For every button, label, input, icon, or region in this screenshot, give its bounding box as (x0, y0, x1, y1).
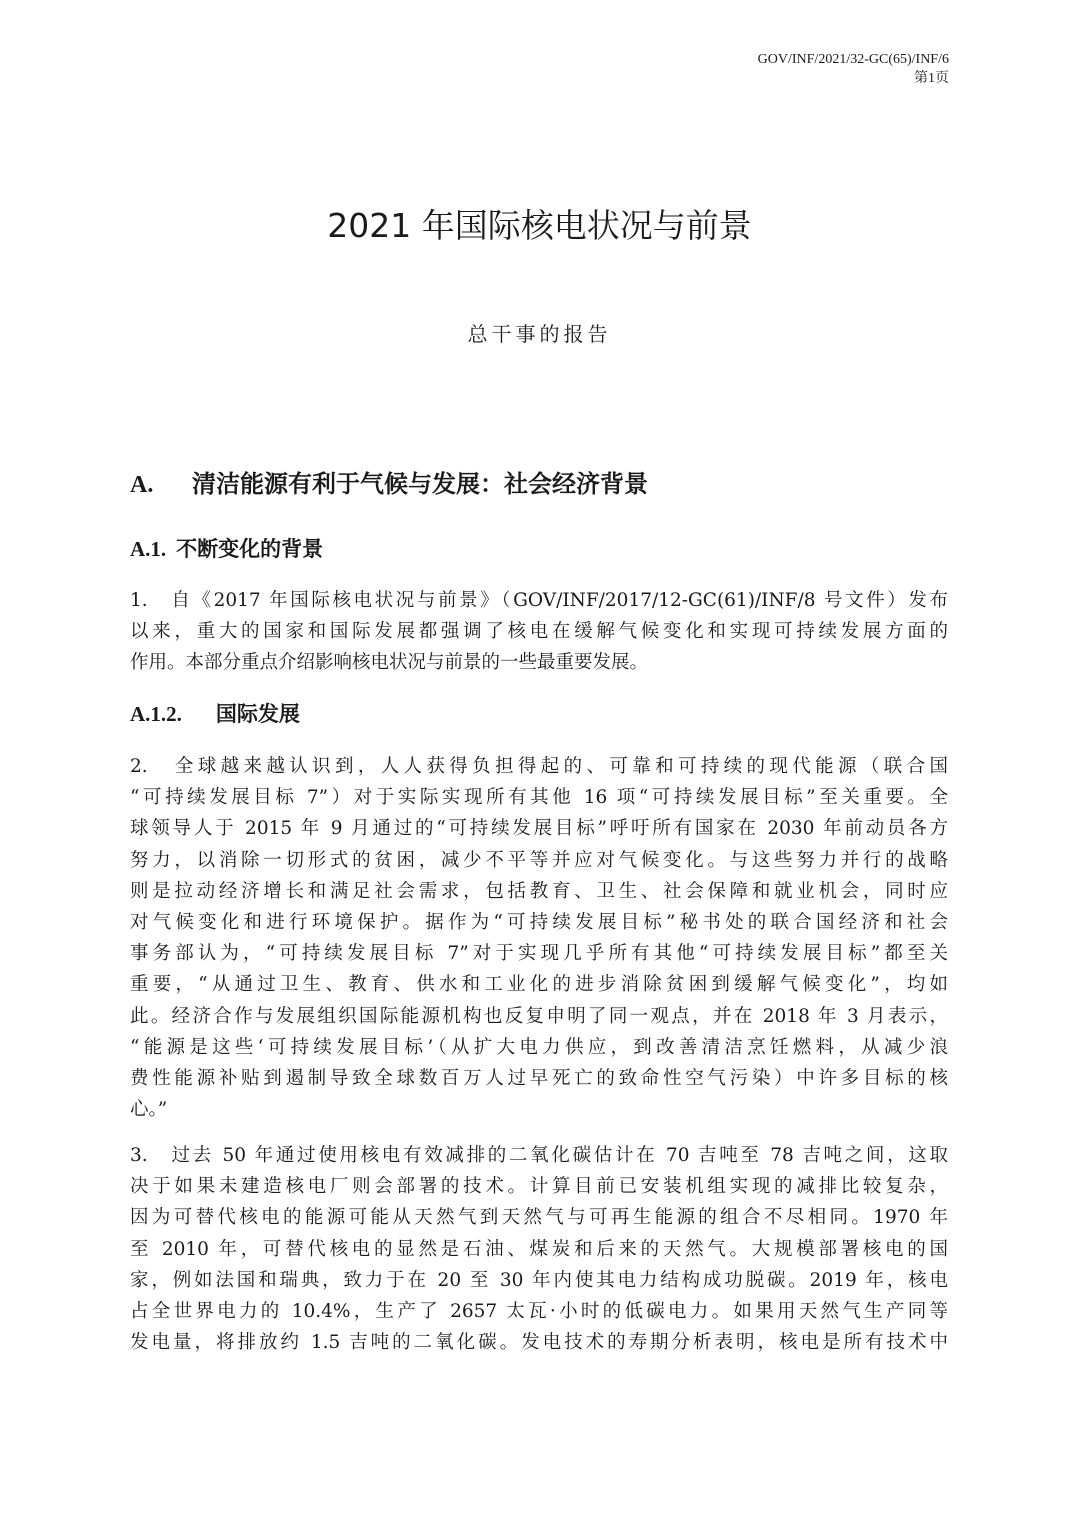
section-number: A. (130, 472, 154, 498)
text-line: 3. 过去 50 年通过使用核电有效减排的二氧化碳估计在 70 吉吨至 78 吉吨之间，这取 (130, 1145, 948, 1166)
section-title: 国际发展 (215, 702, 300, 726)
text-line: 发电量，将排放约 1.5 吉吨的二氧化碳。发电技术的寿期分析表明，核电是所有技术中 (130, 1332, 948, 1354)
text-line: 作用。本部分重点介绍影响核电状况与前景的一些最重要发展。 (130, 652, 649, 674)
text-line: 至 2010 年，可替代核电的显然是石油、煤炭和后来的天然气。大规模部署核电的国 (130, 1238, 948, 1260)
text-line: “可持续发展目标 7”）对于实际实现所有其他 16 项“可持续发展目标”至关重要。全 (130, 787, 948, 809)
text-line: 以来，重大的国家和国际发展都强调了核电在缓解气候变化和实现可持续发展方面的 (130, 621, 948, 643)
text-line: 家，例如法国和瑞典，致力于在 20 至 30 年内使其电力结构成功脱碳。2019 年，核电 (130, 1269, 948, 1291)
section-heading-a (130, 464, 648, 499)
section-heading-a12 (130, 698, 300, 728)
text-line: 决于如果未建造核电厂则会部署的技术。计算目前已安装机组实现的减排比较复杂， (130, 1176, 948, 1198)
text-line: 占全世界电力的 10.4%，生产了 2657 太瓦·小时的低碳电力。如果用天然气生产同等 (130, 1300, 948, 1322)
text-line: 球领导人于 2015 年 9 月通过的“可持续发展目标”呼吁所有国家在 2030 年前动员各方 (130, 818, 948, 840)
page-number: 第1页 (914, 71, 949, 86)
document-title: 2021 年国际核电状况与前景 (327, 206, 752, 245)
text-line: 重要，“从通过卫生、教育、供水和工业化的进步消除贫困到缓解气候变化”，均如 (130, 974, 948, 996)
section-title: 不断变化的背景 (176, 537, 324, 561)
section-heading-a1 (130, 533, 323, 563)
text-line: 努力，以消除一切形式的贫困，减少不平等并应对气候变化。与这些努力并行的战略 (130, 849, 948, 871)
section-number: A.1.2. (130, 702, 182, 726)
text-line: 心。” (130, 1099, 168, 1121)
document-code: GOV/INF/2021/32-GC(65)/INF/6 (757, 52, 949, 67)
text-line: “能源是这些‘可持续发展目标’（从扩大电力供应，到改善清洁烹饪燃料，从减少浪 (130, 1036, 948, 1058)
paragraph-2 (130, 751, 948, 1125)
text-line: 1. 自《2017 年国际核电状况与前景》（GOV/INF/2017/12-GC(61)/INF/8 号文件）发布 (130, 590, 948, 611)
text-line: 事务部认为，“可持续发展目标 7”对于实现几乎所有其他“可持续发展目标”都至关 (130, 943, 948, 965)
text-line: 因为可替代核电的能源可能从天然气到天然气与可再生能源的组合不尽相同。1970 年 (130, 1207, 948, 1229)
document-header (758, 50, 949, 88)
paragraph-1 (130, 585, 948, 679)
paragraph-3 (130, 1140, 948, 1358)
text-line: 费性能源补贴到遏制导致全球数百万人过早死亡的致命性空气污染）中许多目标的核 (130, 1067, 948, 1089)
section-title: 清洁能源有利于气候与发展：社会经济背景 (192, 470, 648, 498)
text-line: 对气候变化和进行环境保护。据作为“可持续发展目标”秘书处的联合国经济和社会 (130, 911, 948, 933)
text-line: 2. 全球越来越认识到，人人获得负担得起的、可靠和可持续的现代能源（联合国 (130, 756, 948, 777)
text-line: 则是拉动经济增长和满足社会需求，包括教育、卫生、社会保障和就业机会，同时应 (130, 880, 948, 902)
section-number: A.1. (130, 537, 167, 561)
document-subtitle: 总干事的报告 (467, 322, 612, 346)
text-line: 此。经济合作与发展组织国际能源机构也反复申明了同一观点，并在 2018 年 3 月表示， (130, 1005, 948, 1027)
